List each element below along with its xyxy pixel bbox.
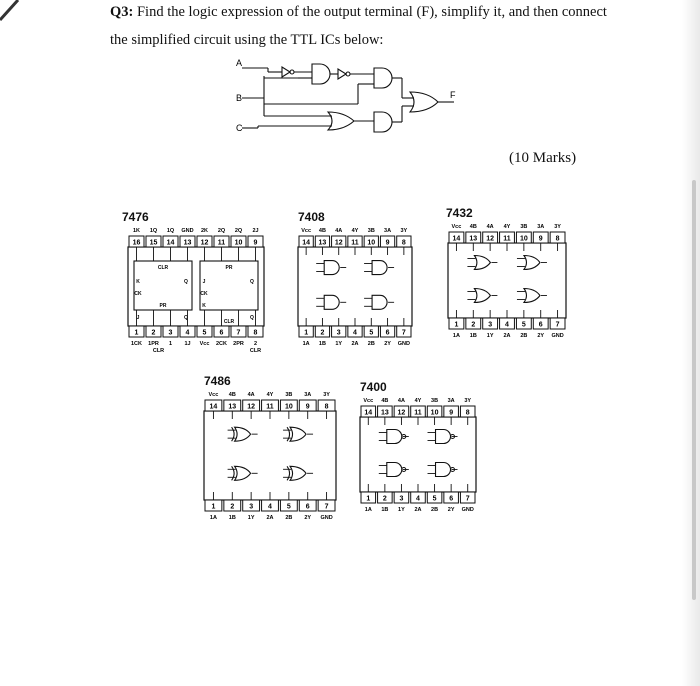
top-pin-label: 2K: [200, 228, 209, 234]
or-gate-symbol: [517, 289, 547, 303]
ic-internal-gates: [306, 247, 404, 326]
bottom-pin-label: 1A: [364, 507, 372, 513]
bottom-pin-label: GND: [551, 333, 564, 339]
top-pin-number: 13: [183, 239, 192, 247]
ic-internal-gates: [213, 411, 326, 500]
logic-circuit-diagram: [228, 56, 468, 146]
bottom-pin-label: 1Y: [335, 341, 343, 347]
ic-body: [204, 411, 336, 500]
bottom-pin-label: 2B: [367, 341, 375, 347]
question-line-2: the simplified circuit using the TTL ICs below:: [110, 32, 384, 48]
top-pin-label: 3A: [537, 224, 545, 230]
top-pin-number: 9: [305, 403, 310, 411]
flip-flop-label: CLR: [157, 265, 169, 271]
bottom-pin-label: 2Y: [447, 507, 455, 513]
bottom-pin-sublabel: CLR: [249, 348, 262, 354]
bottom-pin-number: 3: [336, 329, 341, 337]
top-pin-number: 11: [414, 409, 422, 417]
ic-internal-gates: [134, 247, 258, 326]
bottom-pin-number: 2: [382, 495, 387, 503]
top-pin-label: 2Q: [234, 228, 243, 234]
top-pin-label: GND: [181, 228, 194, 234]
bottom-pin-label: 1PR: [148, 341, 159, 347]
top-pin-number: 14: [302, 239, 311, 247]
bottom-pin-number: 7: [324, 503, 329, 511]
top-pin-number: 11: [351, 239, 359, 247]
bottom-pin-label: 1Y: [486, 333, 494, 339]
top-pin-number: 9: [385, 239, 390, 247]
nand-gate-symbol: [379, 463, 409, 477]
bottom-pin-number: 1: [211, 503, 216, 511]
top-pin-label: 2J: [252, 228, 259, 234]
flip-flop-label: PR: [159, 303, 167, 309]
output-f-label: F: [450, 90, 456, 100]
ic-body: [360, 417, 476, 492]
bottom-pin-label: 2PR: [233, 341, 244, 347]
bottom-pin-label: 2B: [285, 515, 293, 521]
ic-name-label: 7432: [446, 206, 473, 220]
ic-body: [448, 243, 566, 318]
page-corner-mark: [0, 0, 22, 22]
bottom-pin-label: 2A: [351, 341, 359, 347]
bottom-pin-number: 1: [304, 329, 309, 337]
flip-flop-label: CLR: [223, 319, 235, 325]
top-pin-number: 10: [234, 239, 243, 247]
top-pin-label: Vcc: [208, 392, 219, 398]
bottom-pin-number: 1: [366, 495, 371, 503]
top-pin-number: 9: [253, 239, 258, 247]
top-pin-label: 3Y: [554, 224, 561, 230]
flip-flop-label: CK: [200, 291, 208, 297]
or-gate-symbol: [467, 289, 497, 303]
bottom-pin-number: 5: [369, 329, 374, 337]
top-pin-number: 10: [284, 403, 293, 411]
ic-7432-pinout: [442, 220, 572, 368]
top-pin-number: 11: [503, 235, 511, 243]
flip-flop-label: Q: [250, 279, 254, 285]
flip-flop-label: Q: [184, 279, 188, 285]
bottom-pin-label: 2: [253, 341, 258, 347]
top-pin-number: 14: [452, 235, 461, 243]
bottom-pin-number: 5: [521, 321, 526, 329]
bottom-pin-label: 1B: [469, 333, 477, 339]
top-pin-number: 16: [132, 239, 141, 247]
bottom-pin-sublabel: CLR: [152, 348, 165, 354]
bottom-pin-number: 6: [305, 503, 310, 511]
bottom-pin-number: 2: [230, 503, 235, 511]
flip-flop-label: Q: [250, 315, 254, 321]
top-pin-label: 1K: [132, 228, 141, 234]
top-pin-number: 11: [266, 403, 274, 411]
ic-body: [128, 247, 264, 326]
bottom-pin-label: GND: [397, 341, 410, 347]
top-pin-label: 3B: [520, 224, 528, 230]
top-pin-label: Vcc: [301, 228, 312, 234]
top-pin-label: 4B: [318, 228, 326, 234]
nand-gate-symbol: [428, 463, 458, 477]
xor-gate-symbol: [228, 427, 258, 441]
top-pin-label: 3A: [384, 228, 392, 234]
input-a-label: A: [236, 58, 243, 68]
or-gate-symbol: [467, 256, 497, 270]
bottom-pin-number: 4: [185, 329, 190, 337]
bottom-pin-number: 6: [219, 329, 224, 337]
bottom-pin-label: 2Y: [304, 515, 312, 521]
top-pin-number: 12: [397, 409, 406, 417]
top-pin-label: 4B: [228, 392, 236, 398]
bottom-pin-number: 3: [488, 321, 493, 329]
and-gate-symbol: [316, 295, 346, 309]
ic-7476-pinout: [122, 224, 270, 376]
bottom-pin-number: 3: [399, 495, 404, 503]
ic-name-label: 7400: [360, 380, 387, 394]
xor-gate-symbol: [283, 466, 313, 480]
top-pin-label: 2Q: [217, 228, 226, 234]
top-pin-label: Vcc: [451, 224, 462, 230]
top-pin-number: 8: [401, 239, 406, 247]
ic-7400-pinout: [354, 394, 482, 542]
bottom-pin-number: 8: [253, 329, 258, 337]
top-pin-number: 8: [465, 409, 470, 417]
ic-internal-gates: [456, 243, 557, 318]
top-pin-label: 4B: [381, 398, 389, 404]
bottom-pin-number: 2: [151, 329, 156, 337]
top-pin-number: 14: [166, 239, 175, 247]
bottom-pin-label: 1B: [228, 515, 236, 521]
xor-gate-symbol: [283, 427, 313, 441]
bottom-pin-label: 1A: [302, 341, 310, 347]
or-gate-symbol: [517, 256, 547, 270]
bottom-pin-label: 2A: [266, 515, 274, 521]
top-pin-label: 4A: [335, 228, 343, 234]
top-pin-label: 3B: [285, 392, 293, 398]
bottom-pin-number: 7: [401, 329, 406, 337]
bottom-pin-number: 2: [320, 329, 325, 337]
bottom-pin-label: 1Y: [247, 515, 255, 521]
top-pin-number: 12: [486, 235, 495, 243]
bottom-pin-label: GND: [461, 507, 474, 513]
top-pin-number: 8: [324, 403, 329, 411]
top-pin-label: 3B: [431, 398, 439, 404]
and-gate-symbol: [364, 295, 394, 309]
and-gate-symbol: [316, 261, 346, 275]
bottom-pin-label: Vcc: [199, 341, 210, 347]
bottom-pin-number: 4: [268, 503, 272, 511]
flip-flop-label: K: [136, 279, 140, 285]
top-pin-number: 14: [364, 409, 373, 417]
top-pin-number: 13: [469, 235, 478, 243]
flip-flop-label: PR: [225, 265, 233, 271]
top-pin-label: 3Y: [323, 392, 330, 398]
bottom-pin-label: 2CK: [215, 341, 228, 347]
ic-name-label: 7476: [122, 210, 149, 224]
bottom-pin-label: 1A: [209, 515, 217, 521]
ic-name-label: 7486: [204, 374, 231, 388]
top-pin-number: 9: [449, 409, 454, 417]
ic-name-label: 7408: [298, 210, 325, 224]
bottom-pin-number: 1: [134, 329, 139, 337]
top-pin-number: 8: [555, 235, 560, 243]
bottom-pin-label: GND: [320, 515, 333, 521]
top-pin-label: 4A: [247, 392, 255, 398]
top-pin-number: 14: [209, 403, 218, 411]
bottom-pin-number: 3: [249, 503, 254, 511]
top-pin-label: 4A: [486, 224, 494, 230]
top-pin-label: 3A: [304, 392, 312, 398]
bottom-pin-number: 3: [168, 329, 173, 337]
top-pin-number: 10: [367, 239, 376, 247]
bottom-pin-number: 4: [505, 321, 509, 329]
top-pin-number: 12: [334, 239, 343, 247]
top-pin-label: 3Y: [464, 398, 472, 404]
top-pin-number: 13: [318, 239, 327, 247]
bottom-pin-number: 5: [202, 329, 207, 337]
bottom-pin-number: 6: [449, 495, 454, 503]
bottom-pin-number: 6: [538, 321, 543, 329]
top-pin-number: 9: [538, 235, 543, 243]
bottom-pin-number: 7: [465, 495, 470, 503]
ic-7486-pinout: [198, 388, 342, 550]
bottom-pin-number: 2: [471, 321, 476, 329]
question-line-1: [110, 3, 607, 21]
page-edge-shadow: [682, 0, 700, 686]
bottom-pin-number: 1: [454, 321, 459, 329]
bottom-pin-label: 1: [168, 341, 173, 347]
top-pin-number: 11: [217, 239, 226, 247]
bottom-pin-label: 2A: [503, 333, 511, 339]
scrollbar[interactable]: [692, 180, 696, 600]
input-c-label: C: [236, 123, 243, 133]
top-pin-label: 1Q: [166, 228, 175, 234]
top-pin-label: 1Q: [149, 228, 158, 234]
top-pin-label: 4Y: [503, 224, 511, 230]
top-pin-label: 3B: [367, 228, 375, 234]
nand-gate-symbol: [428, 430, 458, 444]
question-text-1: Find the logic expression of the output terminal (F), simplify it, and then connect: [133, 4, 607, 20]
top-pin-label: 4A: [397, 398, 405, 404]
bottom-pin-label: 2Y: [384, 341, 391, 347]
bottom-pin-label: 2B: [520, 333, 528, 339]
ic-body: [298, 247, 412, 326]
bottom-pin-label: 2A: [414, 507, 422, 513]
bottom-pin-label: 2Y: [537, 333, 545, 339]
bottom-pin-number: 7: [555, 321, 560, 329]
top-pin-label: 4Y: [351, 228, 359, 234]
bottom-pin-label: 1A: [452, 333, 460, 339]
top-pin-label: 4Y: [266, 392, 274, 398]
bottom-pin-label: 1B: [318, 341, 326, 347]
top-pin-number: 12: [247, 403, 256, 411]
bottom-pin-number: 6: [385, 329, 390, 337]
bottom-pin-label: 1B: [381, 507, 389, 513]
top-pin-number: 15: [149, 239, 158, 247]
bottom-pin-label: 2B: [431, 507, 439, 513]
flip-flop-label: Q: [184, 315, 188, 321]
top-pin-label: 4Y: [414, 398, 422, 404]
question-number: Q3:: [110, 4, 134, 20]
top-pin-number: 12: [200, 239, 209, 247]
bottom-pin-number: 7: [236, 329, 241, 337]
ic-internal-gates: [368, 417, 467, 492]
nand-gate-symbol: [379, 430, 409, 444]
bottom-pin-number: 5: [432, 495, 437, 503]
bottom-pin-label: 1CK: [130, 341, 143, 347]
top-pin-label: 3Y: [400, 228, 408, 234]
top-pin-number: 10: [519, 235, 528, 243]
bottom-pin-label: 1J: [184, 341, 191, 347]
top-pin-number: 13: [380, 409, 389, 417]
bottom-pin-number: 5: [286, 503, 291, 511]
flip-flop-label: K: [202, 303, 206, 309]
top-pin-number: 10: [430, 409, 439, 417]
bottom-pin-number: 4: [353, 329, 357, 337]
top-pin-label: 3A: [447, 398, 455, 404]
top-pin-number: 13: [228, 403, 237, 411]
marks-label: (10 Marks): [509, 150, 577, 166]
flip-flop-label: J: [202, 279, 206, 285]
bottom-pin-number: 4: [416, 495, 420, 503]
xor-gate-symbol: [228, 466, 258, 480]
flip-flop-label: J: [136, 315, 140, 321]
and-gate-symbol: [364, 261, 394, 275]
input-b-label: B: [236, 93, 243, 103]
top-pin-label: Vcc: [363, 398, 374, 404]
bottom-pin-label: 1Y: [398, 507, 405, 513]
ic-7408-pinout: [292, 224, 418, 376]
flip-flop-label: CK: [134, 291, 142, 297]
top-pin-label: 4B: [469, 224, 477, 230]
